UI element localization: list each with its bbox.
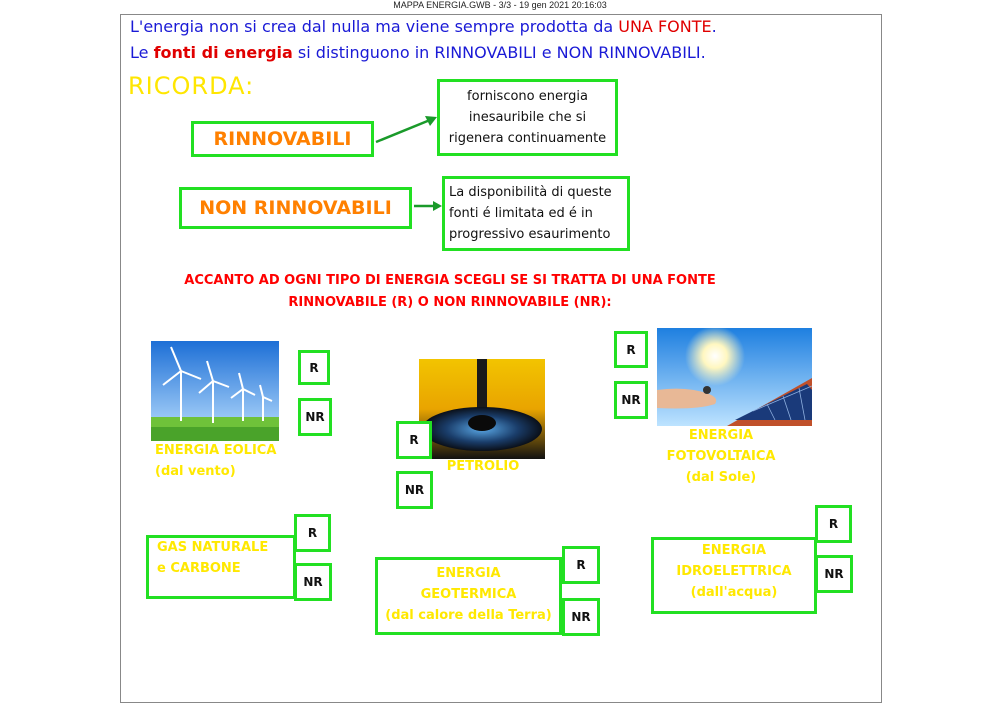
fotovoltaica-nr-option[interactable]: NR: [614, 381, 648, 419]
intro-line-1: L'energia non si crea dal nulla ma viene sempre prodotta da UNA FONTE.: [130, 17, 717, 36]
gas-label: GAS NATURALE e CARBONE: [157, 540, 269, 576]
ricorda-heading: RICORDA:: [128, 72, 255, 100]
wind-turbines-image: [151, 341, 279, 441]
eolica-label: ENERGIA EOLICA (dal vento): [155, 443, 277, 479]
geotermica-r-option[interactable]: R: [562, 546, 600, 584]
idroelettrica-nr-option[interactable]: NR: [815, 555, 853, 593]
renewable-arrow-icon: [374, 110, 440, 146]
nonrenewable-description: La disponibilità di queste fonti é limitata ed é in progressivo esaurimento: [442, 176, 630, 251]
fotovoltaica-label: ENERGIA FOTOVOLTAICA (dal Sole): [666, 428, 776, 485]
instruction-line-2: RINNOVABILE (R) O NON RINNOVABILE (NR):: [288, 295, 612, 310]
idroelettrica-label: ENERGIA IDROELETTRICA (dall'acqua): [676, 543, 792, 600]
eolica-nr-option[interactable]: NR: [298, 398, 332, 436]
oil-drop-image: [419, 359, 545, 459]
instruction-line-1: ACCANTO AD OGNI TIPO DI ENERGIA SCEGLI SE SI TRATTA DI UNA FONTE: [184, 273, 716, 288]
fotovoltaica-r-option[interactable]: R: [614, 331, 648, 368]
geotermica-nr-option[interactable]: NR: [562, 598, 600, 636]
page-header-title: MAPPA ENERGIA.GWB - 3/3 - 19 gen 2021 20:16:03: [393, 0, 607, 10]
petrolio-nr-option[interactable]: NR: [396, 471, 433, 509]
nonrenewable-arrow-icon: [412, 198, 444, 214]
petrolio-r-option[interactable]: R: [396, 421, 432, 459]
renewable-description: forniscono energia inesauribile che si rigenera continuamente: [437, 79, 618, 156]
intro-line-2: Le fonti di energia si distinguono in RINNOVABILI e NON RINNOVABILI.: [130, 43, 706, 62]
gas-nr-option[interactable]: NR: [294, 563, 332, 601]
eolica-r-option[interactable]: R: [298, 350, 330, 385]
nonrenewable-label-box: NON RINNOVABILI: [179, 187, 412, 229]
gas-r-option[interactable]: R: [294, 514, 331, 552]
solar-panel-image: [657, 328, 812, 426]
geotermica-label: ENERGIA GEOTERMICA (dal calore della Terra): [385, 566, 552, 623]
petrolio-label: PETROLIO: [446, 459, 520, 474]
idroelettrica-r-option[interactable]: R: [815, 505, 852, 543]
renewable-label-box: RINNOVABILI: [191, 121, 374, 157]
